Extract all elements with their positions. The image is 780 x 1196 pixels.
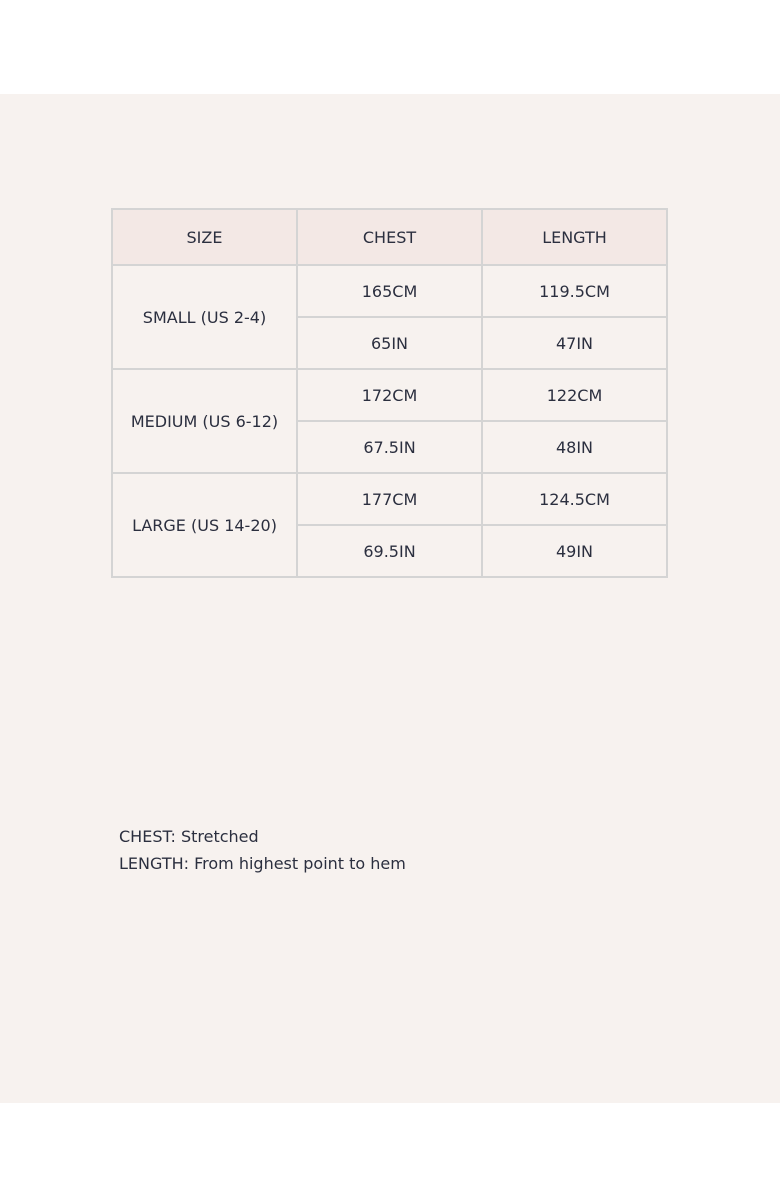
length-in-cell: 49IN <box>482 525 667 577</box>
chest-note: CHEST: Stretched <box>119 827 259 846</box>
table-row <box>112 265 667 317</box>
table-header-row <box>112 209 667 265</box>
chest-cm-cell: 177CM <box>297 473 482 525</box>
header-chest: CHEST <box>297 209 482 265</box>
length-in-cell: 47IN <box>482 317 667 369</box>
chest-cm-cell: 172CM <box>297 369 482 421</box>
size-guide-page <box>0 94 780 1103</box>
length-cm-cell: 119.5CM <box>482 265 667 317</box>
measurement-notes <box>119 823 406 877</box>
size-cell-small: SMALL (US 2-4) <box>112 265 297 369</box>
length-note: LENGTH: From highest point to hem <box>119 854 406 873</box>
size-chart-table <box>111 208 668 578</box>
chest-cm-cell: 165CM <box>297 265 482 317</box>
chest-in-cell: 67.5IN <box>297 421 482 473</box>
header-length: LENGTH <box>482 209 667 265</box>
chest-in-cell: 65IN <box>297 317 482 369</box>
header-size: SIZE <box>112 209 297 265</box>
length-cm-cell: 122CM <box>482 369 667 421</box>
size-cell-large: LARGE (US 14-20) <box>112 473 297 577</box>
chest-in-cell: 69.5IN <box>297 525 482 577</box>
length-cm-cell: 124.5CM <box>482 473 667 525</box>
length-in-cell: 48IN <box>482 421 667 473</box>
size-cell-medium: MEDIUM (US 6-12) <box>112 369 297 473</box>
table-row <box>112 369 667 421</box>
table-row <box>112 473 667 525</box>
